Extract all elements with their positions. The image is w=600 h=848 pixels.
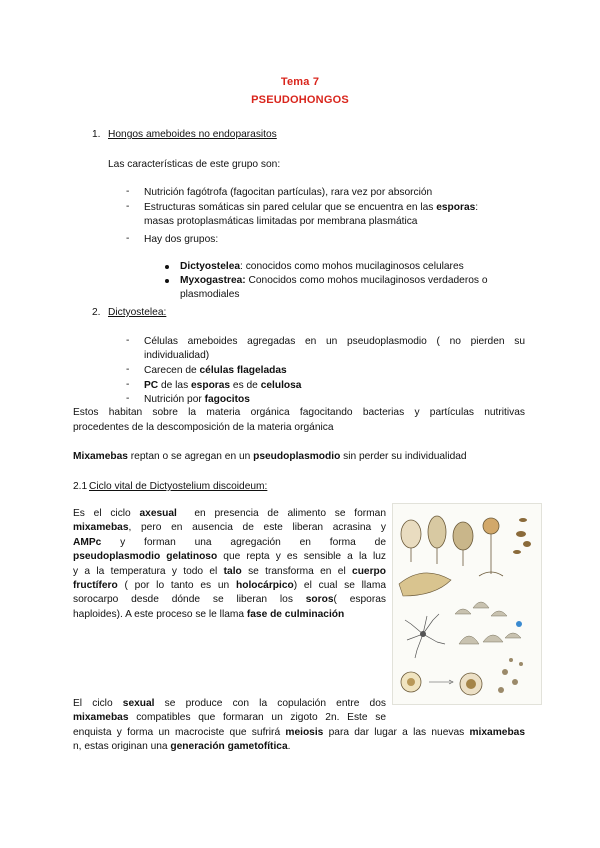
paragraph-line: [73, 726, 525, 740]
paragraph-line: [73, 536, 386, 550]
list-item-continuation: individualidad): [144, 350, 210, 361]
bold-term: axesual: [139, 508, 177, 519]
sentence-text: y forman una agregación en forma de: [101, 536, 386, 548]
list-item-text: Nutrición por: [144, 394, 205, 405]
bold-term: cuerpo: [352, 565, 386, 577]
bullet-icon: [165, 279, 169, 283]
paragraph-line: [73, 550, 386, 564]
paragraph-line: Estos habitan sobre la materia orgánica fagocitando bacterias y partículas nutritivas: [73, 407, 525, 418]
section-2-number: 2.: [92, 307, 101, 318]
sentence-text: que repta y es sensible a la luz: [217, 551, 386, 563]
group-desc: : conocidos como mohos mucilaginosos celulares: [240, 261, 464, 272]
group-desc: Conocidos como mohos mucilaginosos verdaderos o: [245, 275, 488, 286]
bold-term: talo: [223, 565, 242, 577]
group-name: Dictyostelea: [180, 261, 241, 272]
dash-marker: -: [126, 186, 130, 197]
section-1-number: 1.: [92, 129, 101, 140]
topic-label: Tema 7: [280, 76, 320, 88]
section-2-1-heading: Ciclo vital de Dictyostelium discoideum:: [89, 481, 268, 492]
sentence-text: se transforma en el: [241, 565, 353, 577]
section-2-heading: Dictyostelea:: [108, 307, 167, 318]
dash-marker: -: [126, 201, 130, 212]
list-item-bold: esporas: [436, 202, 476, 213]
list-item: [144, 201, 525, 214]
paragraph-line: [73, 507, 386, 521]
sentence-text: .: [287, 741, 291, 753]
bold-term: mixamebas: [73, 712, 129, 724]
life-cycle-diagram-icon: [393, 504, 541, 704]
list-item-text: Estructuras somáticas sin pared celular que se encuentra en las: [144, 202, 437, 213]
list-item-bold: células flageladas: [199, 365, 287, 376]
list-item: [144, 379, 301, 392]
bold-term: mixamebas: [469, 726, 525, 738]
bold-term: fructífero: [73, 580, 118, 592]
sentence-text: ) el cual se llama: [293, 580, 386, 592]
group-item: [180, 260, 464, 273]
group-name: Myxogastrea:: [180, 275, 246, 286]
sentence-text: sin perder su individualidad: [340, 451, 467, 462]
bold-term: pseudoplasmodio gelatinoso: [73, 551, 218, 563]
bold-term: AMPc: [73, 536, 102, 548]
list-item-bold: fagocitos: [204, 394, 250, 405]
list-item: Células ameboides agregadas en un pseudoplasmodio ( no pierden su: [144, 336, 525, 347]
life-cycle-figure: [392, 503, 542, 705]
sentence-text: ( esporas: [333, 594, 386, 606]
section-2-1-number: 2.1: [73, 481, 88, 492]
bold-term: fase de culminación: [246, 608, 345, 620]
list-item-bold: PC: [144, 380, 159, 391]
sentence-text: compatibles que formaran un zigoto 2n. Este se: [128, 712, 386, 724]
sentence-text: , pero en ausencia de este liberan acrasina y: [128, 522, 386, 534]
sentence-text: ( por lo tanto es un: [117, 580, 236, 592]
paragraph-line: [73, 697, 386, 711]
sentence-text: reptan o se agregan en un: [127, 451, 254, 462]
sentence-text: en presencia de alimento se forman: [176, 508, 386, 519]
bold-term: meiosis: [285, 726, 324, 738]
bold-term: pseudoplasmodio: [253, 451, 341, 462]
dash-marker: -: [126, 393, 130, 404]
paragraph-line: [73, 593, 386, 607]
paragraph-line: [73, 521, 386, 535]
list-item-text: Carecen de: [144, 365, 200, 376]
list-item: Hay dos grupos:: [144, 234, 219, 245]
bold-term: sexual: [122, 698, 155, 709]
paragraph-line: [73, 608, 386, 622]
page-title: PSEUDOHONGOS: [251, 94, 349, 106]
sentence-text: Es el ciclo: [73, 508, 140, 519]
list-item: Nutrición fagótrofa (fagocitan partículas), rara vez por absorción: [144, 187, 433, 198]
sentence-text: y a la temperatura y todo el: [73, 565, 224, 577]
paragraph-line: [73, 740, 525, 754]
bold-term: Mixamebas: [73, 451, 128, 462]
dash-marker: -: [126, 335, 130, 346]
bold-term: holocárpico: [236, 580, 294, 592]
sentence-text: enquista y forma un macrociste que sufrirá: [73, 726, 286, 738]
bullet-icon: [165, 265, 169, 269]
list-item-text: :: [475, 202, 479, 213]
sentence-text: se produce con la copulación entre dos: [154, 698, 386, 709]
bold-term: soros: [305, 594, 334, 606]
dash-marker: -: [126, 379, 130, 390]
sentence-text: haploides). A este proceso se le llama: [73, 608, 247, 620]
bold-term: mixamebas: [73, 522, 129, 534]
dash-marker: -: [126, 233, 130, 244]
paragraph-line: procedentes de la descomposición de la materia orgánica: [73, 422, 334, 433]
sentence-text: n, estas originan una: [73, 741, 171, 753]
dash-marker: -: [126, 364, 130, 375]
list-item-text: de las: [158, 380, 192, 391]
sentence-text: sorocarpo desde dónde se liberan los: [73, 594, 306, 606]
paragraph-line: [73, 579, 386, 593]
section-1-heading: Hongos ameboides no endoparasitos: [108, 129, 277, 140]
list-item-continuation: masas protoplasmáticas limitadas por membrana plasmática: [144, 216, 418, 227]
bold-term: generación gametofítica: [170, 741, 288, 753]
list-item-bold: esporas: [191, 380, 231, 391]
group-item: [180, 274, 487, 287]
section-1-intro: Las características de este grupo son:: [108, 159, 281, 170]
list-item-bold: celulosa: [260, 380, 302, 391]
mixamebas-sentence: [73, 450, 467, 463]
sexual-cycle-paragraph: [73, 697, 525, 755]
list-item: [144, 364, 287, 377]
paragraph-line: [73, 565, 386, 579]
asexual-cycle-paragraph: [73, 507, 386, 622]
paragraph-line: [73, 711, 386, 725]
list-item-text: es de: [230, 380, 261, 391]
sentence-text: para dar lugar a las nuevas: [323, 726, 470, 738]
group-desc-continuation: plasmodiales: [180, 289, 240, 300]
list-item: [144, 393, 250, 406]
sentence-text: El ciclo: [73, 698, 123, 709]
